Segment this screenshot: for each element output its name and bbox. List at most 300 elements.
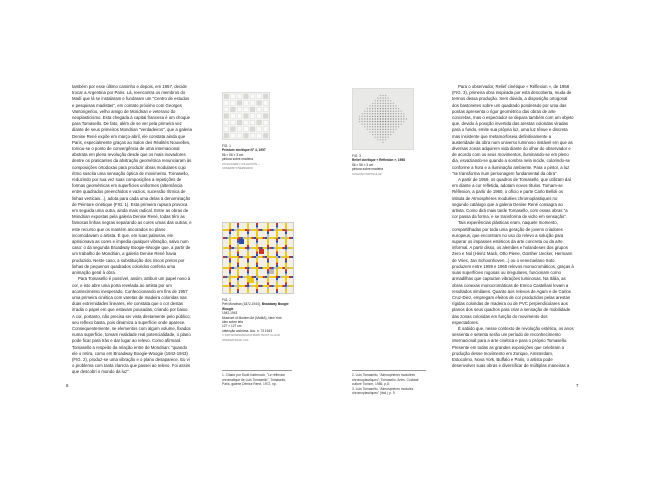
grid-square: [224, 114, 229, 119]
relief-dot: [369, 131, 370, 132]
boogie-square: [274, 267, 276, 269]
relief-dot: [377, 113, 378, 114]
boogie-square: [223, 276, 225, 278]
relief-dot: [403, 121, 404, 122]
relief-dot: [375, 108, 376, 109]
boogie-square: [249, 267, 251, 269]
grid-square: [224, 133, 229, 138]
boogie-square: [237, 280, 239, 282]
relief-dot: [380, 108, 381, 109]
boogie-square: [243, 276, 245, 278]
relief-dot: [380, 98, 381, 99]
relief-dot: [364, 118, 365, 119]
boogie-square: [258, 247, 260, 249]
boogie-square: [234, 276, 236, 278]
relief-dot: [377, 126, 378, 127]
boogie-square: [237, 227, 239, 229]
boogie-square: [267, 282, 269, 284]
grid-square: [231, 107, 236, 112]
boogie-square: [237, 230, 239, 232]
boogie-square: [237, 225, 239, 227]
boogie-square: [267, 276, 269, 278]
relief-dot: [390, 100, 391, 101]
boogie-square: [287, 229, 289, 231]
boogie-square: [276, 282, 278, 284]
relief-dot: [388, 118, 389, 119]
relief-dot: [385, 113, 386, 114]
boogie-square: [289, 247, 291, 249]
boogie-square: [243, 267, 245, 269]
page-number-left: 6: [66, 383, 69, 388]
relief-dot: [385, 129, 386, 130]
boogie-square: [223, 229, 225, 231]
relief-dot: [385, 98, 386, 99]
boogie-square: [276, 256, 278, 258]
boogie-square: [247, 271, 249, 273]
boogie-square: [225, 237, 227, 239]
boogie-square: [287, 256, 289, 258]
relief-dot: [382, 108, 383, 109]
boogie-square: [225, 267, 227, 269]
boogie-square: [236, 285, 238, 287]
relief-dot: [382, 131, 383, 132]
boogie-square: [269, 276, 271, 278]
boogie-square: [247, 291, 249, 293]
boogie-square: [276, 274, 278, 276]
grid-square: [250, 101, 255, 106]
relief-dot: [369, 116, 370, 117]
boogie-square: [229, 243, 231, 245]
boogie-block: [269, 269, 274, 274]
boogie-square: [276, 267, 278, 269]
boogie-square: [256, 227, 258, 229]
grid-square: [237, 107, 242, 112]
figure-1-details: 56 × 56 × 3 cm pintura sobre madeira: [222, 152, 254, 162]
boogie-square: [291, 229, 293, 231]
boogie-square: [274, 237, 276, 239]
boogie-square: [267, 291, 269, 293]
figure-3-caption: [352, 154, 422, 177]
boogie-square: [265, 256, 267, 258]
boogie-square: [229, 269, 231, 271]
relief-dot: [393, 124, 394, 125]
boogie-square: [229, 278, 231, 280]
boogie-square: [269, 247, 271, 249]
relief-dot: [398, 111, 399, 112]
boogie-square: [285, 260, 287, 262]
relief-dot: [388, 113, 389, 114]
boogie-square: [285, 254, 287, 256]
boogie-square: [289, 256, 291, 258]
relief-dot: [390, 111, 391, 112]
figure-3-title: Relief cinétique « Réflexion », 1958: [352, 158, 405, 163]
boogie-square: [256, 276, 258, 278]
boogie-square: [276, 289, 278, 291]
boogie-square: [285, 230, 287, 232]
boogie-square: [285, 236, 287, 238]
boogie-square: [276, 249, 278, 251]
relief-dot: [390, 124, 391, 125]
boogie-square: [276, 285, 278, 287]
relief-dot: [388, 137, 389, 138]
boogie-square: [247, 260, 249, 262]
relief-dot: [385, 134, 386, 135]
boogie-square: [252, 237, 254, 239]
relief-dot: [395, 116, 396, 117]
boogie-square: [229, 254, 231, 256]
boogie-square: [276, 276, 278, 278]
relief-dot: [367, 108, 368, 109]
boogie-square: [256, 282, 258, 284]
boogie-square: [278, 256, 280, 258]
boogie-square: [254, 285, 256, 287]
boogie-square: [252, 267, 254, 269]
relief-dot: [364, 111, 365, 112]
figure-1-title: Peinture cinétique N° 4, 1957: [222, 148, 266, 153]
boogie-square: [243, 285, 245, 287]
relief-dot: [372, 124, 373, 125]
boogie-square: [254, 256, 256, 258]
relief-dot: [372, 105, 373, 106]
relief-dot: [390, 113, 391, 114]
relief-dot: [403, 116, 404, 117]
grid-square: [244, 120, 249, 125]
boogie-square: [232, 276, 234, 278]
boogie-square: [247, 263, 249, 265]
paragraph: É sabido que, nesse contexto de revolução estética, os anos sessenta e setenta serão um período de reconhecimento internacional para a arte cinética e para o próprio Tomasello. Presente em todas as grandes exposições que celebram a produção desse movimento em Zurique, Amsterdam, Estocolmo, Nova York, Buffalo e Paris, o artista pode desenvolver suas obras e diversificar de múltiplas maneiras a: [452, 325, 574, 369]
relief-dot: [388, 131, 389, 132]
relief-dot: [395, 126, 396, 127]
boogie-square: [256, 280, 258, 282]
figure-2-credit: © 2025 MONDRIAN/HOLTZMAN TRUST c/o HCR INTERNATIONAL USA: [222, 334, 280, 342]
boogie-square: [267, 254, 269, 256]
boogie-square: [223, 237, 225, 239]
boogie-block: [259, 249, 264, 254]
boogie-square: [223, 267, 225, 269]
boogie-square: [282, 267, 284, 269]
relief-dot: [390, 116, 391, 117]
paragraph: Para Tomasello é possível, assim, atribuir um papel novo à cor, e isto abre uma porta revelada ao artista por um acontecimento inesperado. Confeccionando em fins de 1957 uma primeira cinética com varetas de madeira coloridas nas duas extremidades lineares, ele constata que o cor destas irradia o papel em que estavam pousadas, criando por baixo. A cor, portanto, não precisa ser vista diretamente pelo público; seu reflexo basta, pois dinamiza a superfície onde aparece. Consequentemente, se elementos com algum volume, fixados numa superfície, tomam realidade real potencialidade, o plano pode ficar para trás e dar lugar ao relevo. Como afirmará Tomasello a respeito da relação entre de Mondrian: "quando ele o retira, como em Broadway Boogie-Woogie (1942-1943) (FIG. 2), produz-se uma vibração e o plano desaparece. Eu vi o problema com tanta clareza que passei ao relevo. Foi assim que descobri o mundo da luz".: [72, 276, 191, 375]
boogie-square: [247, 227, 249, 229]
boogie-square: [276, 291, 278, 293]
relief-dot: [385, 108, 386, 109]
boogie-square: [256, 269, 258, 271]
relief-dot: [367, 126, 368, 127]
boogie-square: [274, 276, 276, 278]
relief-dot: [398, 126, 399, 127]
boogie-square: [267, 274, 269, 276]
boogie-square: [229, 249, 231, 251]
relief-dot: [377, 105, 378, 106]
relief-dot: [385, 118, 386, 119]
footnotes-middle: [352, 370, 426, 396]
boogie-square: [276, 247, 278, 249]
boogie-square: [247, 258, 249, 260]
boogie-square: [247, 276, 249, 278]
boogie-square: [285, 252, 287, 254]
boogie-square: [256, 274, 258, 276]
relief-dot: [375, 137, 376, 138]
relief-dot: [367, 113, 368, 114]
boogie-square: [258, 285, 260, 287]
boogie-square: [267, 241, 269, 243]
boogie-square: [247, 282, 249, 284]
boogie-square: [236, 276, 238, 278]
boogie-square: [230, 237, 232, 239]
boogie-square: [229, 282, 231, 284]
grid-square: [257, 107, 262, 112]
boogie-square: [285, 256, 287, 258]
left-text-column: [72, 84, 192, 376]
boogie-square: [229, 230, 231, 232]
boogie-square: [247, 267, 249, 269]
boogie-square: [252, 285, 254, 287]
boogie-square: [237, 258, 239, 260]
boogie-square: [285, 232, 287, 234]
relief-dot: [372, 131, 373, 132]
boogie-square: [282, 237, 284, 239]
figure-2-title: Broadway Boogie Woogie: [222, 302, 289, 311]
relief-dot: [359, 116, 360, 117]
boogie-square: [229, 265, 231, 267]
grid-square: [250, 120, 255, 125]
relief-dot: [382, 113, 383, 114]
boogie-square: [276, 287, 278, 289]
relief-dot: [359, 118, 360, 119]
relief-dot: [385, 137, 386, 138]
relief-dot: [367, 116, 368, 117]
boogie-square: [280, 229, 282, 231]
boogie-square: [291, 285, 293, 287]
boogie-square: [252, 247, 254, 249]
boogie-square: [276, 263, 278, 265]
grid-square: [257, 133, 262, 138]
relief-dot: [385, 100, 386, 101]
grid-square: [257, 94, 262, 99]
boogie-square: [267, 238, 269, 240]
boogie-square: [267, 247, 269, 249]
boogie-square: [247, 236, 249, 238]
boogie-square: [229, 291, 231, 293]
boogie-square: [247, 280, 249, 282]
relief-dot: [385, 111, 386, 112]
boogie-square: [225, 247, 227, 249]
boogie-square: [276, 271, 278, 273]
boogie-square: [229, 223, 231, 225]
boogie-square: [267, 245, 269, 247]
boogie-square: [256, 236, 258, 238]
boogie-square: [285, 265, 287, 267]
boogie-square: [278, 247, 280, 249]
boogie-square: [243, 237, 245, 239]
boogie-square: [269, 267, 271, 269]
boogie-square: [237, 238, 239, 240]
relief-dot: [395, 121, 396, 122]
boogie-square: [269, 285, 271, 287]
boogie-square: [229, 274, 231, 276]
boogie-square: [245, 247, 247, 249]
boogie-square: [276, 225, 278, 227]
boogie-square: [247, 252, 249, 254]
boogie-square: [285, 241, 287, 243]
boogie-square: [227, 267, 229, 269]
boogie-square: [237, 252, 239, 254]
grid-square: [257, 101, 262, 106]
relief-dot: [382, 118, 383, 119]
boogie-square: [247, 232, 249, 234]
relief-dot: [406, 118, 407, 119]
relief-dot: [401, 116, 402, 117]
boogie-square: [237, 274, 239, 276]
grid-square: [244, 101, 249, 106]
boogie-square: [267, 234, 269, 236]
boogie-square: [274, 247, 276, 249]
boogie-square: [254, 229, 256, 231]
relief-dot: [369, 126, 370, 127]
relief-dot: [385, 121, 386, 122]
boogie-square: [267, 243, 269, 245]
boogie-square: [229, 225, 231, 227]
boogie-square: [263, 256, 265, 258]
relief-dot: [372, 126, 373, 127]
relief-dot: [393, 108, 394, 109]
boogie-square: [276, 227, 278, 229]
boogie-square: [245, 276, 247, 278]
page-number-right: 7: [576, 383, 579, 388]
boogie-square: [274, 285, 276, 287]
relief-dot: [369, 121, 370, 122]
boogie-square: [247, 230, 249, 232]
boogie-square: [237, 269, 239, 271]
boogie-square: [247, 245, 249, 247]
relief-dot: [369, 108, 370, 109]
boogie-square: [247, 238, 249, 240]
relief-dot: [385, 103, 386, 104]
relief-dot: [390, 121, 391, 122]
relief-dot: [380, 134, 381, 135]
relief-dot: [364, 116, 365, 117]
relief-dot: [367, 124, 368, 125]
boogie-square: [238, 267, 240, 269]
relief-dot: [382, 111, 383, 112]
boogie-square: [280, 256, 282, 258]
boogie-square: [225, 285, 227, 287]
relief-dot: [388, 124, 389, 125]
relief-dot: [367, 121, 368, 122]
relief-dot: [388, 116, 389, 117]
footnote-2: 2. Luis Tomasello, "Atmosphères modulées chromoplastiques", Tomasello, Arles, Cocktail culture Tonizm, 1985, p.8.: [352, 373, 419, 386]
boogie-square: [237, 265, 239, 267]
boogie-square: [285, 276, 287, 278]
grid-square: [237, 133, 242, 138]
grid-square: [263, 120, 268, 125]
relief-dot: [377, 124, 378, 125]
figure-3-image: [352, 88, 414, 150]
paragraph: A partir de 1959, os quadros de Tomasello, que utilizam daí em diante a cor refletida, adotam novos títulos. Tornam-se Réflexion, a partir de 1960, o ofício e parte Carlo Belloli os intitula de Atmosphères modulées chromoplastiques no segundo catálogo que a galeria Denise René consagra ao artista. Como dirá mais tarde Tomasello, com essas obras "a cor passa da forma, e se transforma de vidro em sensação".: [452, 177, 571, 220]
relief-dot: [382, 126, 383, 127]
boogie-square: [241, 237, 243, 239]
boogie-square: [245, 256, 247, 258]
boogie-square: [276, 269, 278, 271]
grid-square: [237, 94, 242, 99]
boogie-square: [267, 280, 269, 282]
boogie-square: [256, 243, 258, 245]
boogie-square: [238, 276, 240, 278]
figure-1-image: [222, 92, 270, 140]
relief-dot: [377, 121, 378, 122]
boogie-square: [225, 256, 227, 258]
relief-dot: [390, 131, 391, 132]
boogie-square: [238, 247, 240, 249]
relief-dot: [388, 126, 389, 127]
boogie-square: [227, 256, 229, 258]
boogie-square: [229, 271, 231, 273]
boogie-square: [276, 265, 278, 267]
boogie-square: [258, 276, 260, 278]
relief-dot: [375, 134, 376, 135]
boogie-square: [271, 229, 273, 231]
boogie-square: [271, 247, 273, 249]
boogie-square: [285, 258, 287, 260]
figure-2-title-prefix: Piet Mondrian (1872-1944),: [222, 302, 262, 307]
boogie-square: [237, 223, 239, 225]
boogie-square: [280, 285, 282, 287]
relief-dot: [372, 111, 373, 112]
figure-1-caption: [222, 144, 292, 171]
figure-3-number: FIG. 3: [352, 154, 361, 158]
boogie-block: [239, 239, 244, 244]
boogie-square: [247, 265, 249, 267]
grid-square: [231, 101, 236, 106]
grid-square: [237, 127, 242, 132]
boogie-square: [280, 276, 282, 278]
boogie-square: [247, 287, 249, 289]
footnote-3: 3. Luis Tomasello, "Atmosphères modules chromoplastiques" (ibid.) p. 9.: [352, 386, 414, 395]
boogie-square: [256, 278, 258, 280]
relief-dot: [395, 108, 396, 109]
boogie-square: [256, 245, 258, 247]
boogie-square: [232, 229, 234, 231]
boogie-square: [249, 229, 251, 231]
boogie-square: [282, 229, 284, 231]
figure-2-caption: [222, 298, 294, 343]
boogie-square: [234, 285, 236, 287]
boogie-square: [267, 285, 269, 287]
relief-dot: [382, 121, 383, 122]
boogie-square: [256, 232, 258, 234]
boogie-square: [267, 256, 269, 258]
boogie-square: [254, 267, 256, 269]
relief-dot: [395, 111, 396, 112]
figure-1-number: FIG. 1: [222, 144, 231, 148]
boogie-square: [229, 260, 231, 262]
boogie-square: [249, 247, 251, 249]
boogie-square: [227, 237, 229, 239]
boogie-square: [247, 234, 249, 236]
boogie-square: [256, 256, 258, 258]
boogie-square: [285, 271, 287, 273]
grid-square: [224, 107, 229, 112]
relief-dot: [380, 131, 381, 132]
boogie-square: [234, 229, 236, 231]
boogie-square: [247, 249, 249, 251]
boogie-square: [247, 269, 249, 271]
boogie-square: [289, 229, 291, 231]
boogie-square: [276, 234, 278, 236]
boogie-square: [276, 260, 278, 262]
boogie-square: [287, 285, 289, 287]
boogie-square: [238, 285, 240, 287]
